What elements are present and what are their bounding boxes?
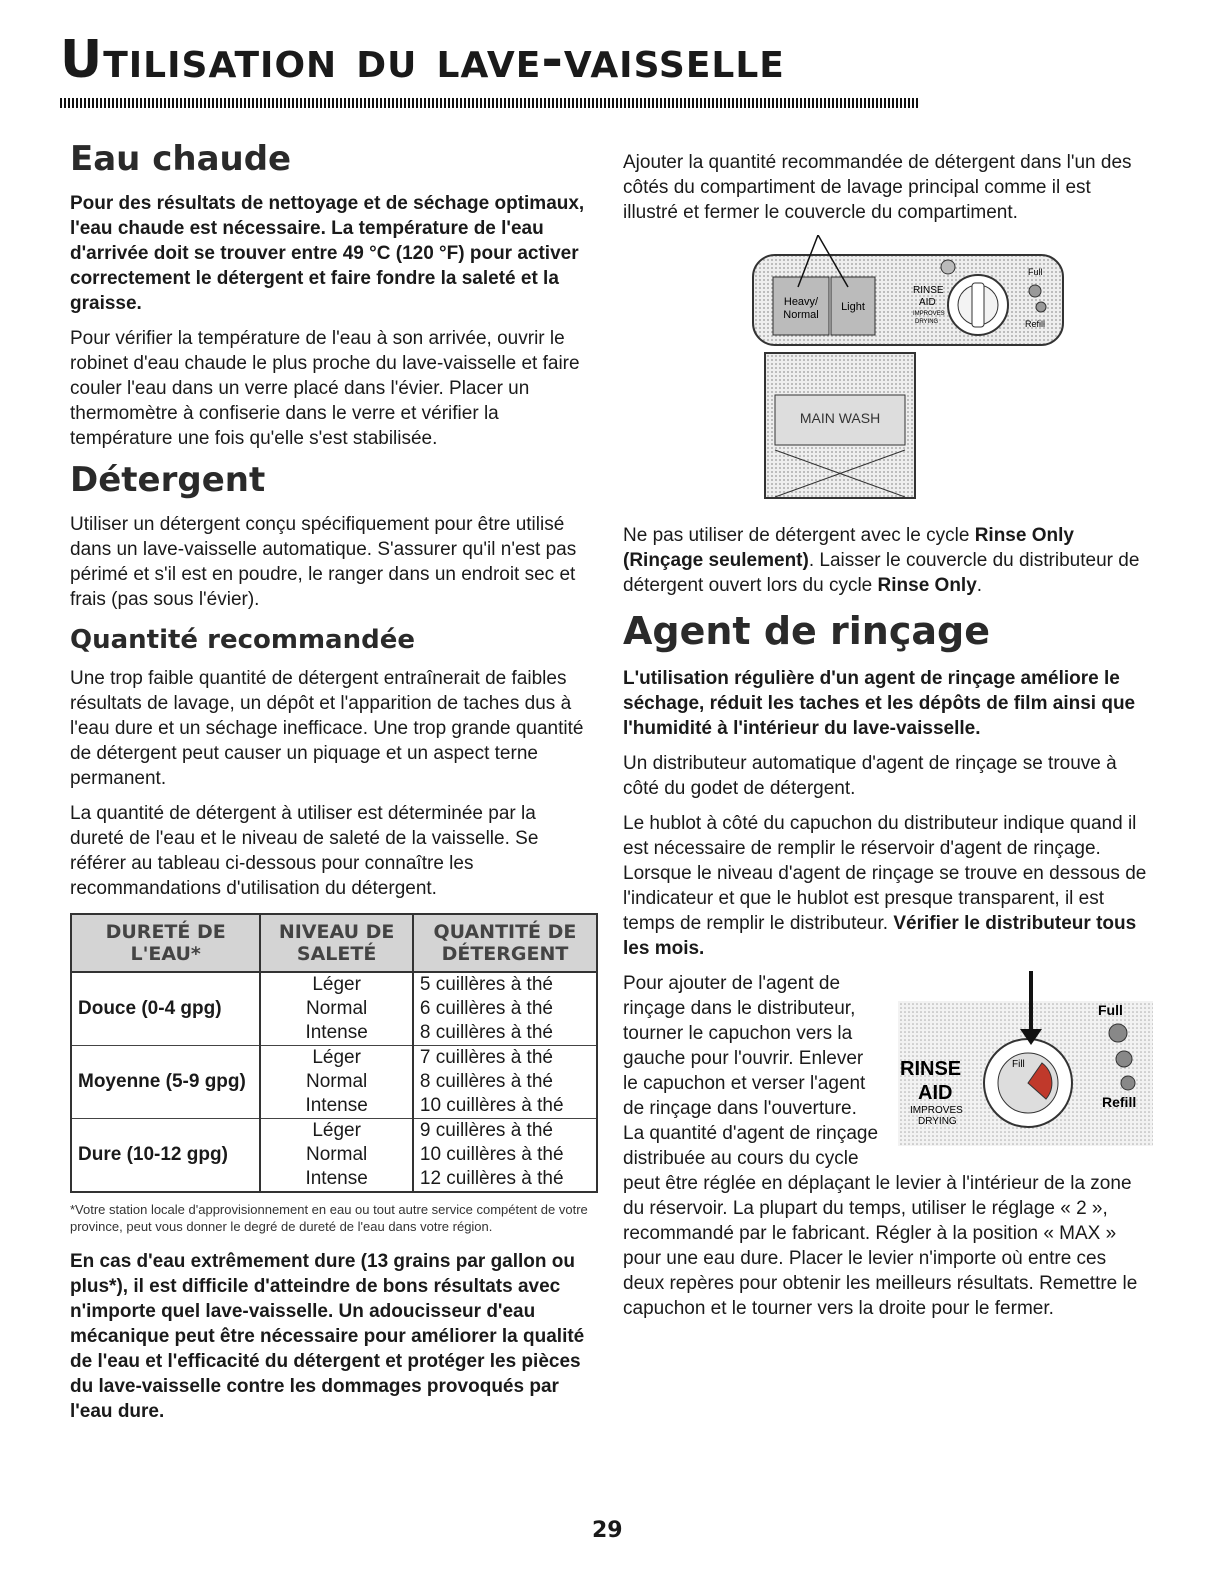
- main-wash-label: MAIN WASH: [799, 410, 881, 426]
- amount-cell: 6 cuillères à thé: [413, 997, 597, 1021]
- amount-cell: 10 cuillères à thé: [413, 1094, 597, 1119]
- agent-body-1: Un distributeur automatique d'agent de rinçage se trouve à côté du godet de détergent.: [623, 752, 1117, 799]
- rinse-only-bold-1: Rinse Only (Rinçage seulement): [623, 525, 1074, 571]
- improves-label: IMPROVES: [913, 311, 945, 317]
- section-title-detergent: Détergent: [70, 460, 266, 501]
- rinse-only-text-3: .: [976, 575, 983, 596]
- fill-label: Fill: [1012, 1058, 1025, 1070]
- add-detergent-body: Ajouter la quantité recommandée de détergent dans l'un des côtés du compartiment de lavage principal comme il est illustré et fermer le couvercle du compartiment.: [623, 152, 1132, 223]
- amount-cell: 7 cuillères à thé: [413, 1046, 597, 1071]
- subsection-title-quantite: Quantité recommandée: [70, 625, 415, 656]
- agent-lead: L'utilisation régulière d'un agent de rinçage améliore le séchage, réduit les taches et les dépôts de film ainsi que l'humidité à l'intérieur du lave-vaisselle.: [623, 667, 1136, 739]
- amount-cell: 12 cuillères à thé: [413, 1167, 597, 1192]
- improves-label: IMPROVES: [910, 1104, 963, 1116]
- detergent-table: [70, 913, 598, 1193]
- detergent-dispenser-illustration: [743, 235, 1073, 505]
- soil-cell: Léger: [260, 1119, 413, 1144]
- agent-body-3-text: Pour ajouter de l'agent de rinçage dans le distributeur, tourner le capuchon vers la gauche pour l'ouvrir. Enlever le capuchon et verser l'agent de rinçage dans l'ouverture. La quantité d'agent de rinçage distribuée au cours du cycle peut être réglée en déplaçant le levier à l'intérieur de la zone du réservoir. La plupart du temps, utiliser le réglage « 2 », recommandé par le fabricant. Régler à la position « MAX » pour une eau dure. Placer le levier n'importe où entre ces deux repères pour obtenir les meilleurs résultats. Remettre le capuchon et le tourner vers la droite pour le fermer.: [623, 972, 1138, 1319]
- rinse-only-bold-2: Rinse Only: [877, 575, 977, 596]
- agent-body-3: [623, 971, 1148, 1321]
- rinse-aid-illustration: [888, 971, 1158, 1151]
- drying-label: DRYING: [915, 319, 939, 325]
- amount-cell: 8 cuillères à thé: [413, 1021, 597, 1046]
- table-header: NIVEAU DE SALETÉ: [260, 914, 413, 972]
- rinse-label: RINSE: [900, 1057, 962, 1080]
- eau-chaude-lead: Pour des résultats de nettoyage et de séchage optimaux, l'eau chaude est nécessaire. La température de l'eau d'arrivée doit se trouver entre 49 °C (120 °F) pour activer correctement le détergent et faire fondre la saleté et la graisse.: [70, 193, 585, 315]
- table-header: QUANTITÉ DE DÉTERGENT: [413, 914, 597, 972]
- soil-cell: Normal: [260, 997, 413, 1021]
- page-title: Utilisation du lave-vaisselle: [60, 30, 785, 90]
- soil-cell: Intense: [260, 1021, 413, 1046]
- hardness-cell: Dure (10-12 gpg): [71, 1119, 260, 1193]
- rinse-only-note: [623, 523, 1148, 598]
- table-row: [71, 972, 597, 997]
- hardness-cell: Moyenne (5-9 gpg): [71, 1046, 260, 1119]
- section-title-agent-rincage: Agent de rinçage: [623, 609, 990, 653]
- hardness-cell: Douce (0-4 gpg): [71, 972, 260, 1046]
- normal-label: Normal: [783, 309, 819, 321]
- quantite-body-1: Une trop faible quantité de détergent entraînerait de faibles résultats de lavage, un dépôt et l'apparition de taches dus à l'eau dure et un séchage inefficace. Une trop grande quantité de détergent peut causer un piquage et un aspect terne permanent.: [70, 668, 584, 790]
- right-column: [623, 150, 1148, 1331]
- soil-cell: Léger: [260, 1046, 413, 1071]
- amount-cell: 10 cuillères à thé: [413, 1143, 597, 1167]
- left-column: [70, 140, 592, 1434]
- amount-cell: 9 cuillères à thé: [413, 1119, 597, 1144]
- table-footnote: *Votre station locale d'approvisionnement en eau ou tout autre service compétent de votre province, peut vous donner le degré de dureté de l'eau dans votre région.: [70, 1202, 588, 1235]
- page-number: 29: [592, 1518, 623, 1543]
- soil-cell: Léger: [260, 972, 413, 997]
- section-title-eau-chaude: Eau chaude: [70, 139, 292, 179]
- agent-body-2: [623, 811, 1148, 961]
- title-rule: [60, 98, 918, 108]
- refill-label: Refill: [1025, 319, 1046, 329]
- aid-label: AID: [918, 1081, 953, 1104]
- soil-cell: Intense: [260, 1167, 413, 1192]
- soil-cell: Intense: [260, 1094, 413, 1119]
- rinse-only-text-2: . Laisser le couvercle du distributeur de détergent ouvert lors du cycle: [623, 550, 1140, 596]
- heavy-label: Heavy/: [783, 296, 819, 308]
- rinse-aid-block: [623, 971, 1148, 1321]
- table-row: [71, 1119, 597, 1144]
- drying-label: DRYING: [918, 1115, 957, 1127]
- aid-label: AID: [919, 297, 936, 308]
- table-header: DURETÉ DE L'EAU*: [71, 914, 260, 972]
- agent-body-2-text: Le hublot à côté du capuchon du distributeur indique quand il est nécessaire de remplir le réservoir d'agent de rinçage. Lorsque le niveau d'agent de rinçage se trouve en dessous de l'indicateur et que le hublot est presque transparent, il est temps de remplir le distributeur.: [623, 812, 1147, 934]
- amount-cell: 8 cuillères à thé: [413, 1070, 597, 1094]
- table-row: [71, 1046, 597, 1071]
- full-label: Full: [1028, 267, 1043, 277]
- hard-water-warning: En cas d'eau extrêmement dure (13 grains par gallon ou plus*), il est difficile d'atteindre de bons résultats avec n'importe quel lave-vaisselle. Un adoucisseur d'eau mécanique peut être nécessaire pour améliorer la qualité de l'eau et l'efficacité du détergent et protéger les pièces du lave-vaisselle contre les dommages provoqués par l'eau dure.: [70, 1251, 585, 1423]
- soil-cell: Normal: [260, 1070, 413, 1094]
- rinse-label: RINSE: [913, 285, 944, 296]
- full-label: Full: [1098, 1001, 1123, 1018]
- eau-chaude-body: Pour vérifier la température de l'eau à son arrivée, ouvrir le robinet d'eau chaude le plus proche du lave-vaisselle et faire couler l'eau dans un verre placé dans l'évier. Placer un thermomètre à confiserie dans le verre et vérifier la température une fois qu'elle s'est stabilisée.: [70, 328, 580, 450]
- light-label: Light: [841, 301, 865, 313]
- rinse-only-text-1: Ne pas utiliser de détergent avec le cycle: [623, 525, 975, 546]
- amount-cell: 5 cuillères à thé: [413, 972, 597, 997]
- detergent-body: Utiliser un détergent conçu spécifiquement pour être utilisé dans un lave-vaisselle automatique. S'assurer qu'il n'est pas périmé et s'il est en poudre, le ranger dans un endroit sec et frais (pas sous l'évier).: [70, 514, 577, 611]
- agent-body-2-bold: Vérifier le distributeur tous les mois.: [623, 912, 1137, 959]
- soil-cell: Normal: [260, 1143, 413, 1167]
- refill-label: Refill: [1102, 1093, 1137, 1110]
- quantite-body-2: La quantité de détergent à utiliser est déterminée par la dureté de l'eau et le niveau de saleté de la vaisselle. Se référer au tableau ci-dessous pour connaître les recommandations d'utilisation du détergent.: [70, 803, 539, 900]
